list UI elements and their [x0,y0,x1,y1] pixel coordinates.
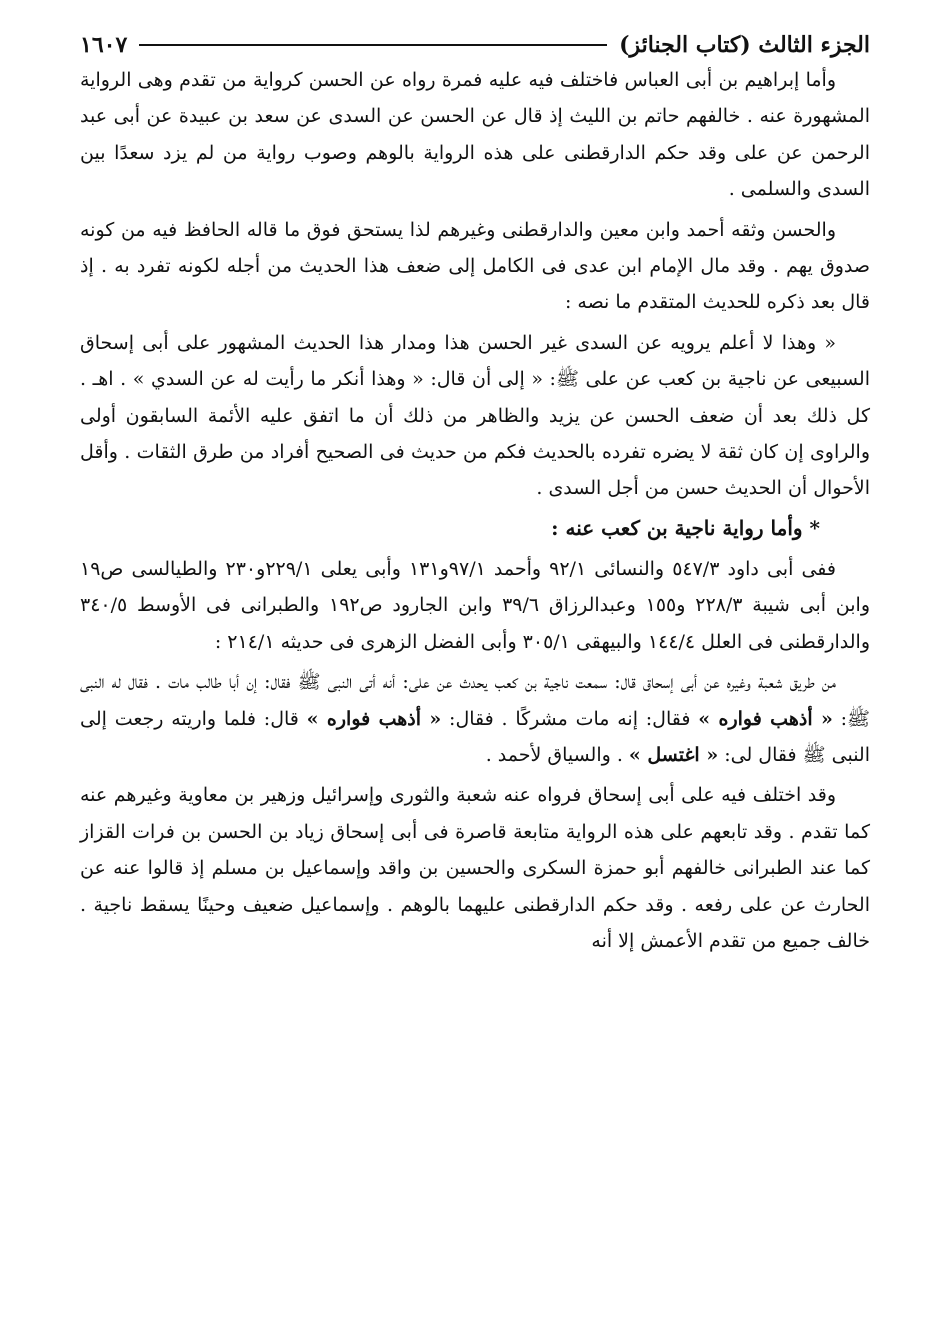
header-rule [139,44,607,46]
hadith-quote-bold: « أذهب فواره » [698,707,833,730]
page-number: ١٦٠٧ [80,32,128,58]
paragraph-references: ففى أبى داود ٥٤٧/٣ والنسائى ٩٢/١ وأحمد ٩٧/١و١٣١ وأبى يعلى ٢٢٩/١و٢٣٠ والطيالسى ص١٩ وابن أبى شيبة ٢٢٨/٣ و١٥٥ وعبدالرزاق ٣٩/٦ وابن الجارود ص١٩٢ والطبرانى فى الأوسط ٣٤٠/٥ والدارقطنى فى العلل ١٤٤/٤ والبيهقى ٣٠٥/١ وأبى الفضل الزهرى فى حديثه ٢١٤/١ : [80,557,870,653]
book-page [80,28,870,959]
paragraph-ibn-adi-quote: « وهذا لا أعلم يرويه عن السدى غير الحسن هذا ومدار هذا الحديث المشهور على أبى إسحاق السبيعى عن ناجية بن كعب عن على ﷺ: « إلى أن قال: « وهذا أنكر ما رأيت له عن السدي » . اهـ . كل ذلك بعد أن ضعف الحسن عن يزيد والظاهر من ذلك أن ما اتفق عليه الأئمة السابقون أولى والراوى إن كان ثقة لا يضره تفرده بالحديث فكم من حديث فى الصحيح أفراد من طرق الثقات . وأقل الأحوال أن الحديث حسن من أجل السدى . [80,331,870,500]
paragraph-isnad-variants: وقد اختلف فيه على أبى إسحاق فرواه عنه شعبة والثورى وإسرائيل وزهير بن معاوية وغيرهم عنه كما تقدم . وقد تابعهم على هذه الرواية متابعة قاصرة فى أبى إسحاق زياد بن الحسن بن فرات القزاز كما عند الطبرانى خالفهم أبو حمزة السكرى والحسين بن واقد وإسماعيل بن مسلم إذ قالوا عنه عن الحارث عن على رفعه . وقد حكم الدارقطنى عليهما بالوهم . وإسماعيل ضعيف وحينًا يسقط ناجية . خالف جميع من تقدم الأعمش إلا أنه [80,784,870,952]
running-header [80,28,870,62]
section-heading: * وأما رواية ناجية بن كعب عنه : [551,515,820,540]
hadith-text-part: من طريق شعبة وغيره عن أبى إسحاق قال: سمعت ناجية بن كعب يحدث عن على: أنه أتى النبى ﷺ فقال: إن أبا طالب مات . فقال له النبى ﷺ: [80,671,870,730]
paragraph-hasan: والحسن وثقه أحمد وابن معين والدارقطنى وغيرهم لذا يستحق فوق ما قاله الحافظ فيه من كونه صدوق يهم . وقد مال الإمام ابن عدى فى الكامل إلى ضعف هذا الحديث من أجله لكونه تفرد به . إذ قال بعد ذكره للحديث المتقدم ما نصه : [80,218,870,314]
hadith-quote-bold: « اغتسل » [628,743,719,766]
hadith-text-part: قال: فلما واريته رجعت إلى النبى ﷺ فقال لى: [80,707,870,766]
paragraph-ibrahim: وأما إبراهيم بن أبى العباس فاختلف فيه عليه فمرة رواه عن الحسن كرواية من تقدم وهى الرواية المشهورة عنه . خالفهم حاتم بن الليث إذ قال عن الحسن عن السدى عن سعد بن عبيدة عن أبى عبد الرحمن عن على وقد حكم الدارقطنى على هذه الرواية بالوهم وصوب رواية من لم يزد سعدًا بين السدى والسلمى . [80,69,870,201]
hadith-text-part: . والسياق لأحمد . [485,743,629,766]
paragraph-hadith-text [80,664,870,773]
hadith-text-part: فقال: إنه مات مشركًا . فقال: [441,707,699,730]
hadith-quote-bold: « أذهب فواره » [306,707,442,730]
running-header-title: الجزء الثالث (كتاب الجنائز) [619,32,870,58]
